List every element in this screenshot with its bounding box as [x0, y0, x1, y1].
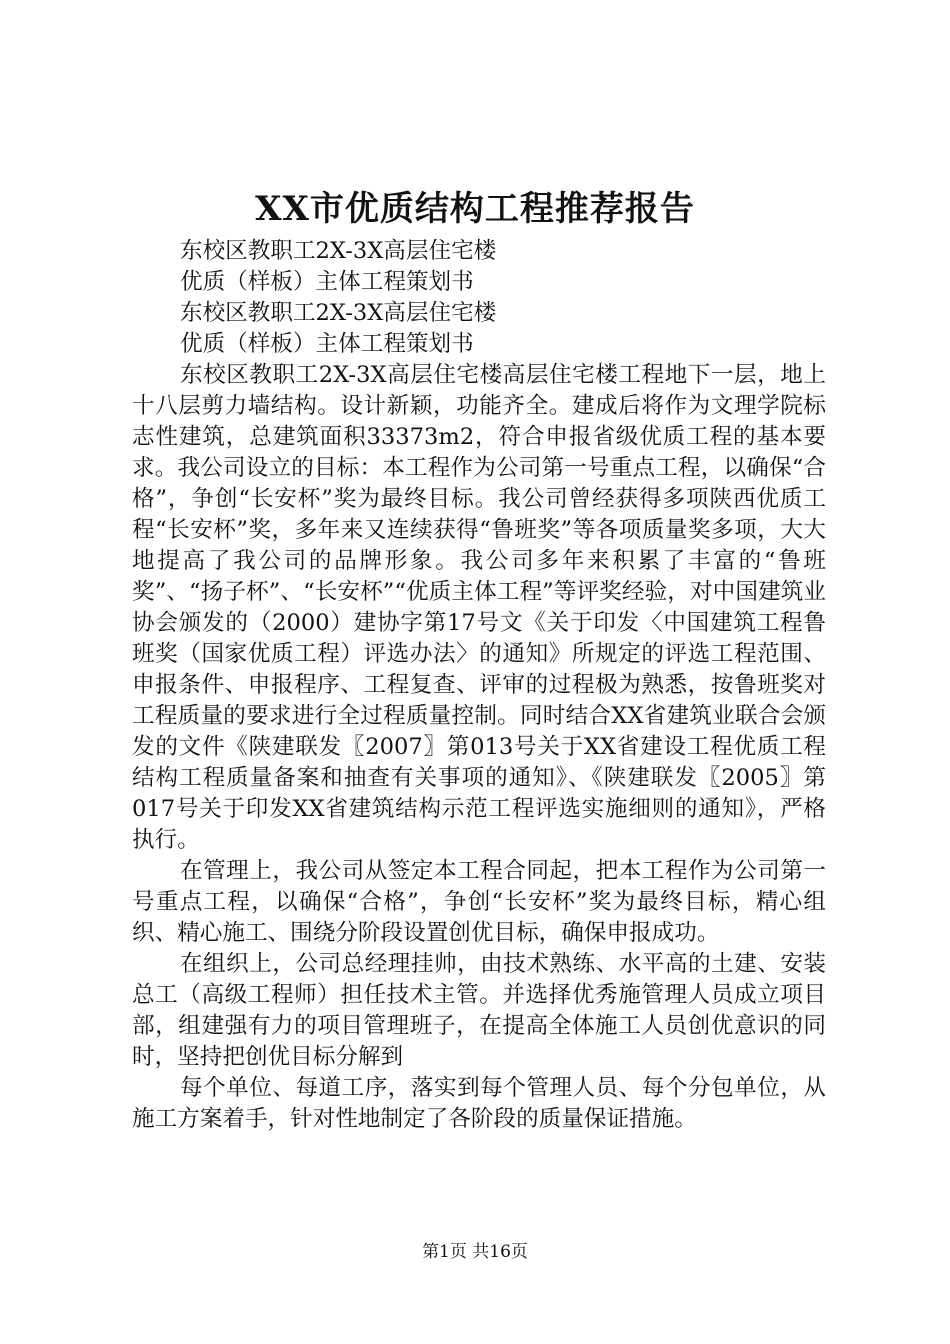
document-title: XX市优质结构工程推荐报告 [255, 189, 695, 229]
subtitle-line: 东校区教职工2X-3X高层住宅楼 [180, 238, 497, 264]
body-paragraph: 在组织上，公司总经理挂帅，由技术熟练、水平高的土建、安装总工（高级工程师）担任技术主管。并选择优秀施管理人员成立项目部，组建强有力的项目管理班子，在提高全体施工人员创优意识的同时，坚持把创优目标分解到 [132, 951, 826, 1070]
body-paragraph: 东校区教职工2X-3X高层住宅楼高层住宅楼工程地下一层，地上十八层剪力墙结构。设计新颖，功能齐全。建成后将作为文理学院标志性建筑，总建筑面积33373m2，符合申报省级优质工程的基本要求。我公司设立的目标：本工程作为公司第一号重点工程，以确保“合格”，争创“长安杯”奖为最终目标。我公司曾经获得多项陕西优质工程“长安杯”奖，多年来又连续获得“鲁班奖”等各项质量奖多项，大大地提高了我公司的品牌形象。我公司多年来积累了丰富的“鲁班奖”、“扬子杯”、“长安杯”“优质主体工程”等评奖经验，对中国建筑业协会颁发的（2000）建协字第17号文《关于印发〈中国建筑工程鲁班奖（国家优质工程）评选办法〉的通知》所规定的评选工程范围、申报条件、申报程序、工程复查、评审的过程极为熟悉，按鲁班奖对工程质量的要求进行全过程质量控制。同时结合XX省建筑业联合会颁发的文件《陕建联发〖2007〗第013号关于XX省建设工程优质工程结构工程质量备案和抽查有关事项的通知》、《陕建联发〖2005〗第017号关于印发XX省建筑结构示范工程评选实施细则的通知》，严格执行。 [132, 362, 826, 853]
document-body [132, 236, 826, 1135]
subtitle-line: 优质（样板）主体工程策划书 [180, 331, 474, 357]
page-footer: 第1页 共16页 [422, 1242, 528, 1262]
body-paragraph: 每个单位、每道工序，落实到每个管理人员、每个分包单位，从施工方案着手，针对性地制定了各阶段的质量保证措施。 [132, 1075, 826, 1132]
subtitle-line: 东校区教职工2X-3X高层住宅楼 [180, 300, 497, 326]
body-paragraph: 在管理上，我公司从签定本工程合同起，把本工程作为公司第一号重点工程，以确保“合格”，争创“长安杯”奖为最终目标，精心组织、精心施工、围绕分阶段设置创优目标，确保申报成功。 [132, 858, 826, 946]
subtitle-line: 优质（样板）主体工程策划书 [180, 269, 474, 295]
